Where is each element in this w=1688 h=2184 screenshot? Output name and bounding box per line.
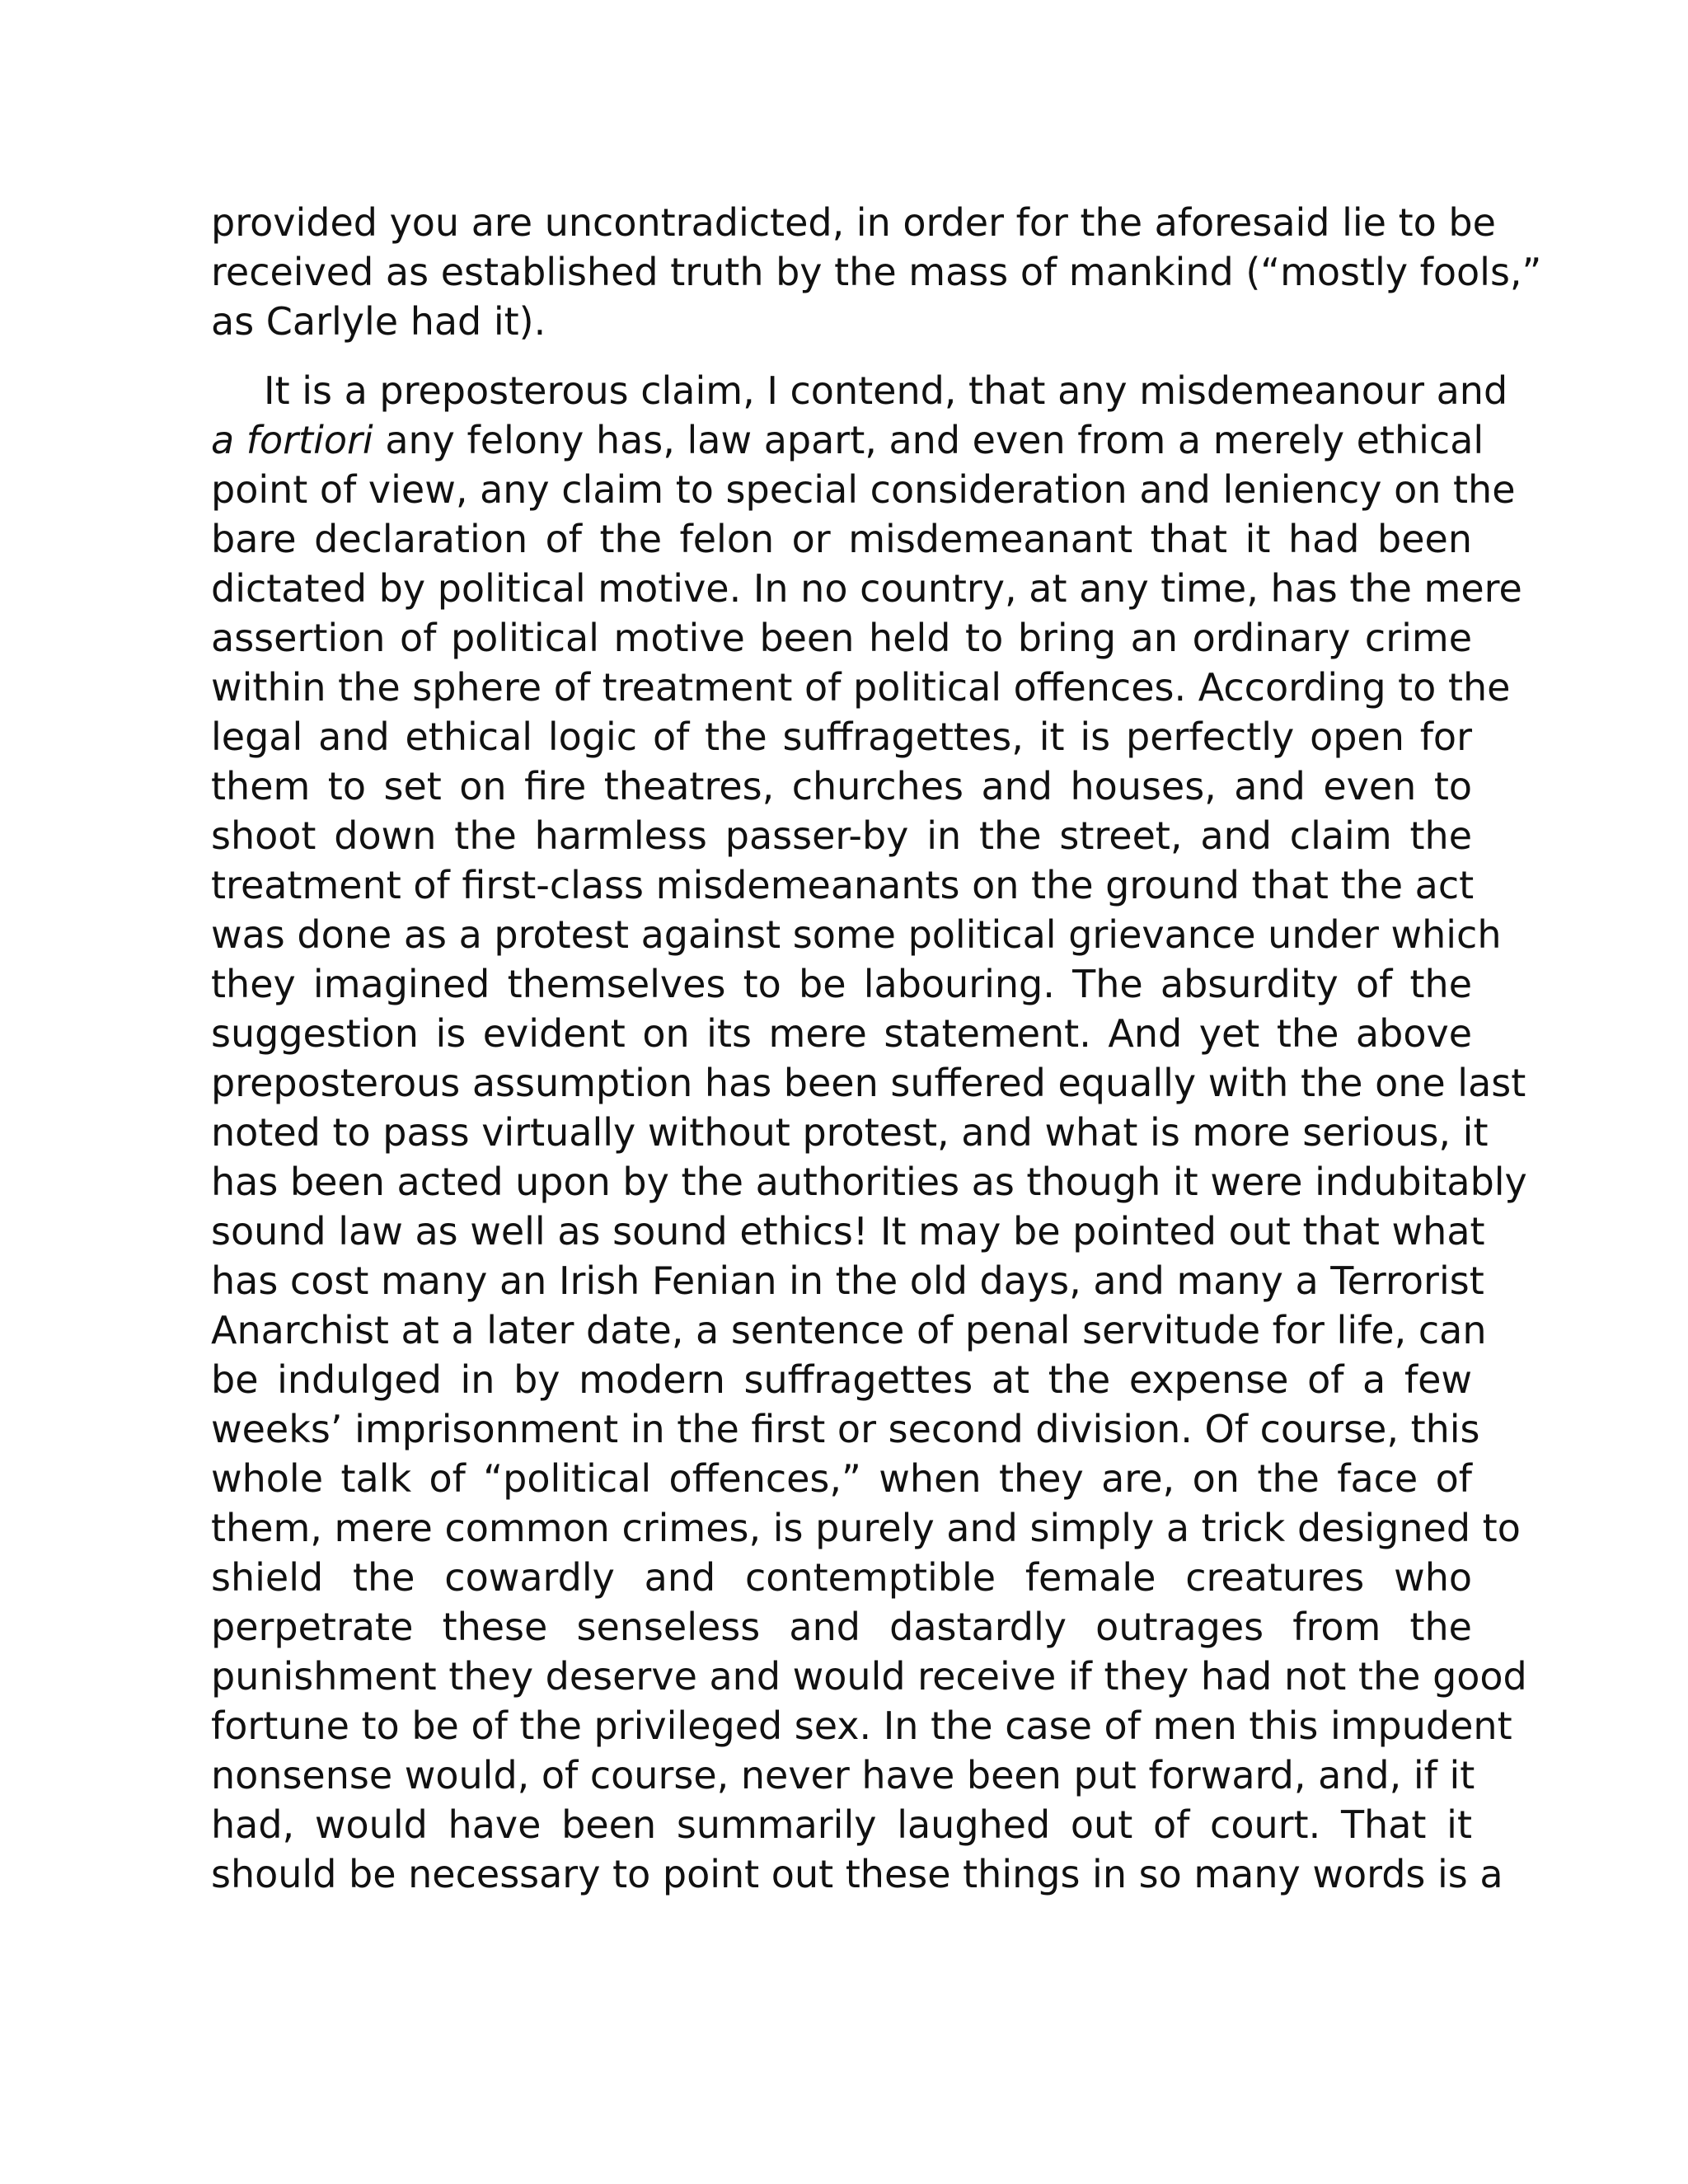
- text-line: [211, 1899, 1472, 1948]
- text-line: punishment they deserve and would receive if they had not the good: [211, 1654, 1527, 1699]
- text-line: sound law as well as sound ethics! It may be pointed out that what: [211, 1209, 1485, 1254]
- text-line: assertion of political motive been held to bring an ordinary crime: [211, 616, 1472, 660]
- text-line: within the sphere of treatment of political offences. According to the: [211, 665, 1511, 710]
- text-line: bare declaration of the felon or misdemeanant that it had been: [211, 517, 1472, 561]
- paragraph-spacer: [211, 346, 1472, 366]
- text-line: suggestion is evident on its mere statement. And yet the above: [211, 1011, 1472, 1056]
- text-line: should be necessary to point out these things in so many words is a: [211, 1852, 1503, 1896]
- text-line: weeks’ imprisonment in the first or second division. Of course, this: [211, 1407, 1480, 1451]
- body-text: [211, 198, 1542, 1948]
- text-line: they imagined themselves to be labouring. The absurdity of the: [211, 962, 1472, 1006]
- text-line: them, mere common crimes, is purely and simply a trick designed to: [211, 1506, 1521, 1550]
- text-line: perpetrate these senseless and dastardly outrages from the: [211, 1605, 1472, 1649]
- text-line: them to set on fire theatres, churches and houses, and even to: [211, 764, 1472, 808]
- text-line: [211, 415, 1484, 465]
- text-line: fortune to be of the privileged sex. In the case of men this impudent: [211, 1704, 1512, 1748]
- text-line: point of view, any claim to special consideration and leniency on the: [211, 467, 1516, 512]
- text-line: legal and ethical logic of the suffragettes, it is perfectly open for: [211, 715, 1472, 759]
- paragraph-1: [211, 198, 1542, 346]
- text-line: received as established truth by the mass of mankind (“mostly fools,”: [211, 250, 1542, 294]
- text-line: preposterous assumption has been suffered equally with the one last: [211, 1061, 1526, 1105]
- text-line: has been acted upon by the authorities as though it were indubitably: [211, 1160, 1527, 1204]
- text-line: provided you are uncontradicted, in order for the aforesaid lie to be: [211, 200, 1496, 245]
- text-line: had, would have been summarily laughed out of court. That it: [211, 1802, 1472, 1847]
- text-line: noted to pass virtually without protest, and what is more serious, it: [211, 1110, 1489, 1155]
- text-line: as Carlyle had it).: [211, 299, 546, 344]
- text-line: Anarchist at a later date, a sentence of penal servitude for life, can: [211, 1308, 1487, 1352]
- text-line: treatment of first-class misdemeanants on the ground that the act: [211, 863, 1475, 907]
- text-line: nonsense would, of course, never have been put forward, and, if it: [211, 1753, 1475, 1797]
- text-line: shield the cowardly and contemptible female creatures who: [211, 1555, 1472, 1600]
- italic-phrase: a fortiori: [211, 418, 373, 462]
- text-line: whole talk of “political offences,” when they are, on the face of: [211, 1456, 1472, 1501]
- text-line: shoot down the harmless passer-by in the street, and claim the: [211, 813, 1472, 858]
- paragraph-2: [211, 366, 1527, 1948]
- text-fragment: any felony has, law apart, and even from a merely ethical: [373, 418, 1484, 462]
- text-line: dictated by political motive. In no country, at any time, has the mere: [211, 566, 1522, 611]
- text-line: was done as a protest against some political grievance under which: [211, 912, 1502, 957]
- text-line: It is a preposterous claim, I contend, that any misdemeanour and: [264, 368, 1508, 413]
- text-line: be indulged in by modern suffragettes at the expense of a few: [211, 1357, 1472, 1402]
- text-line: has cost many an Irish Fenian in the old days, and many a Terrorist: [211, 1258, 1484, 1303]
